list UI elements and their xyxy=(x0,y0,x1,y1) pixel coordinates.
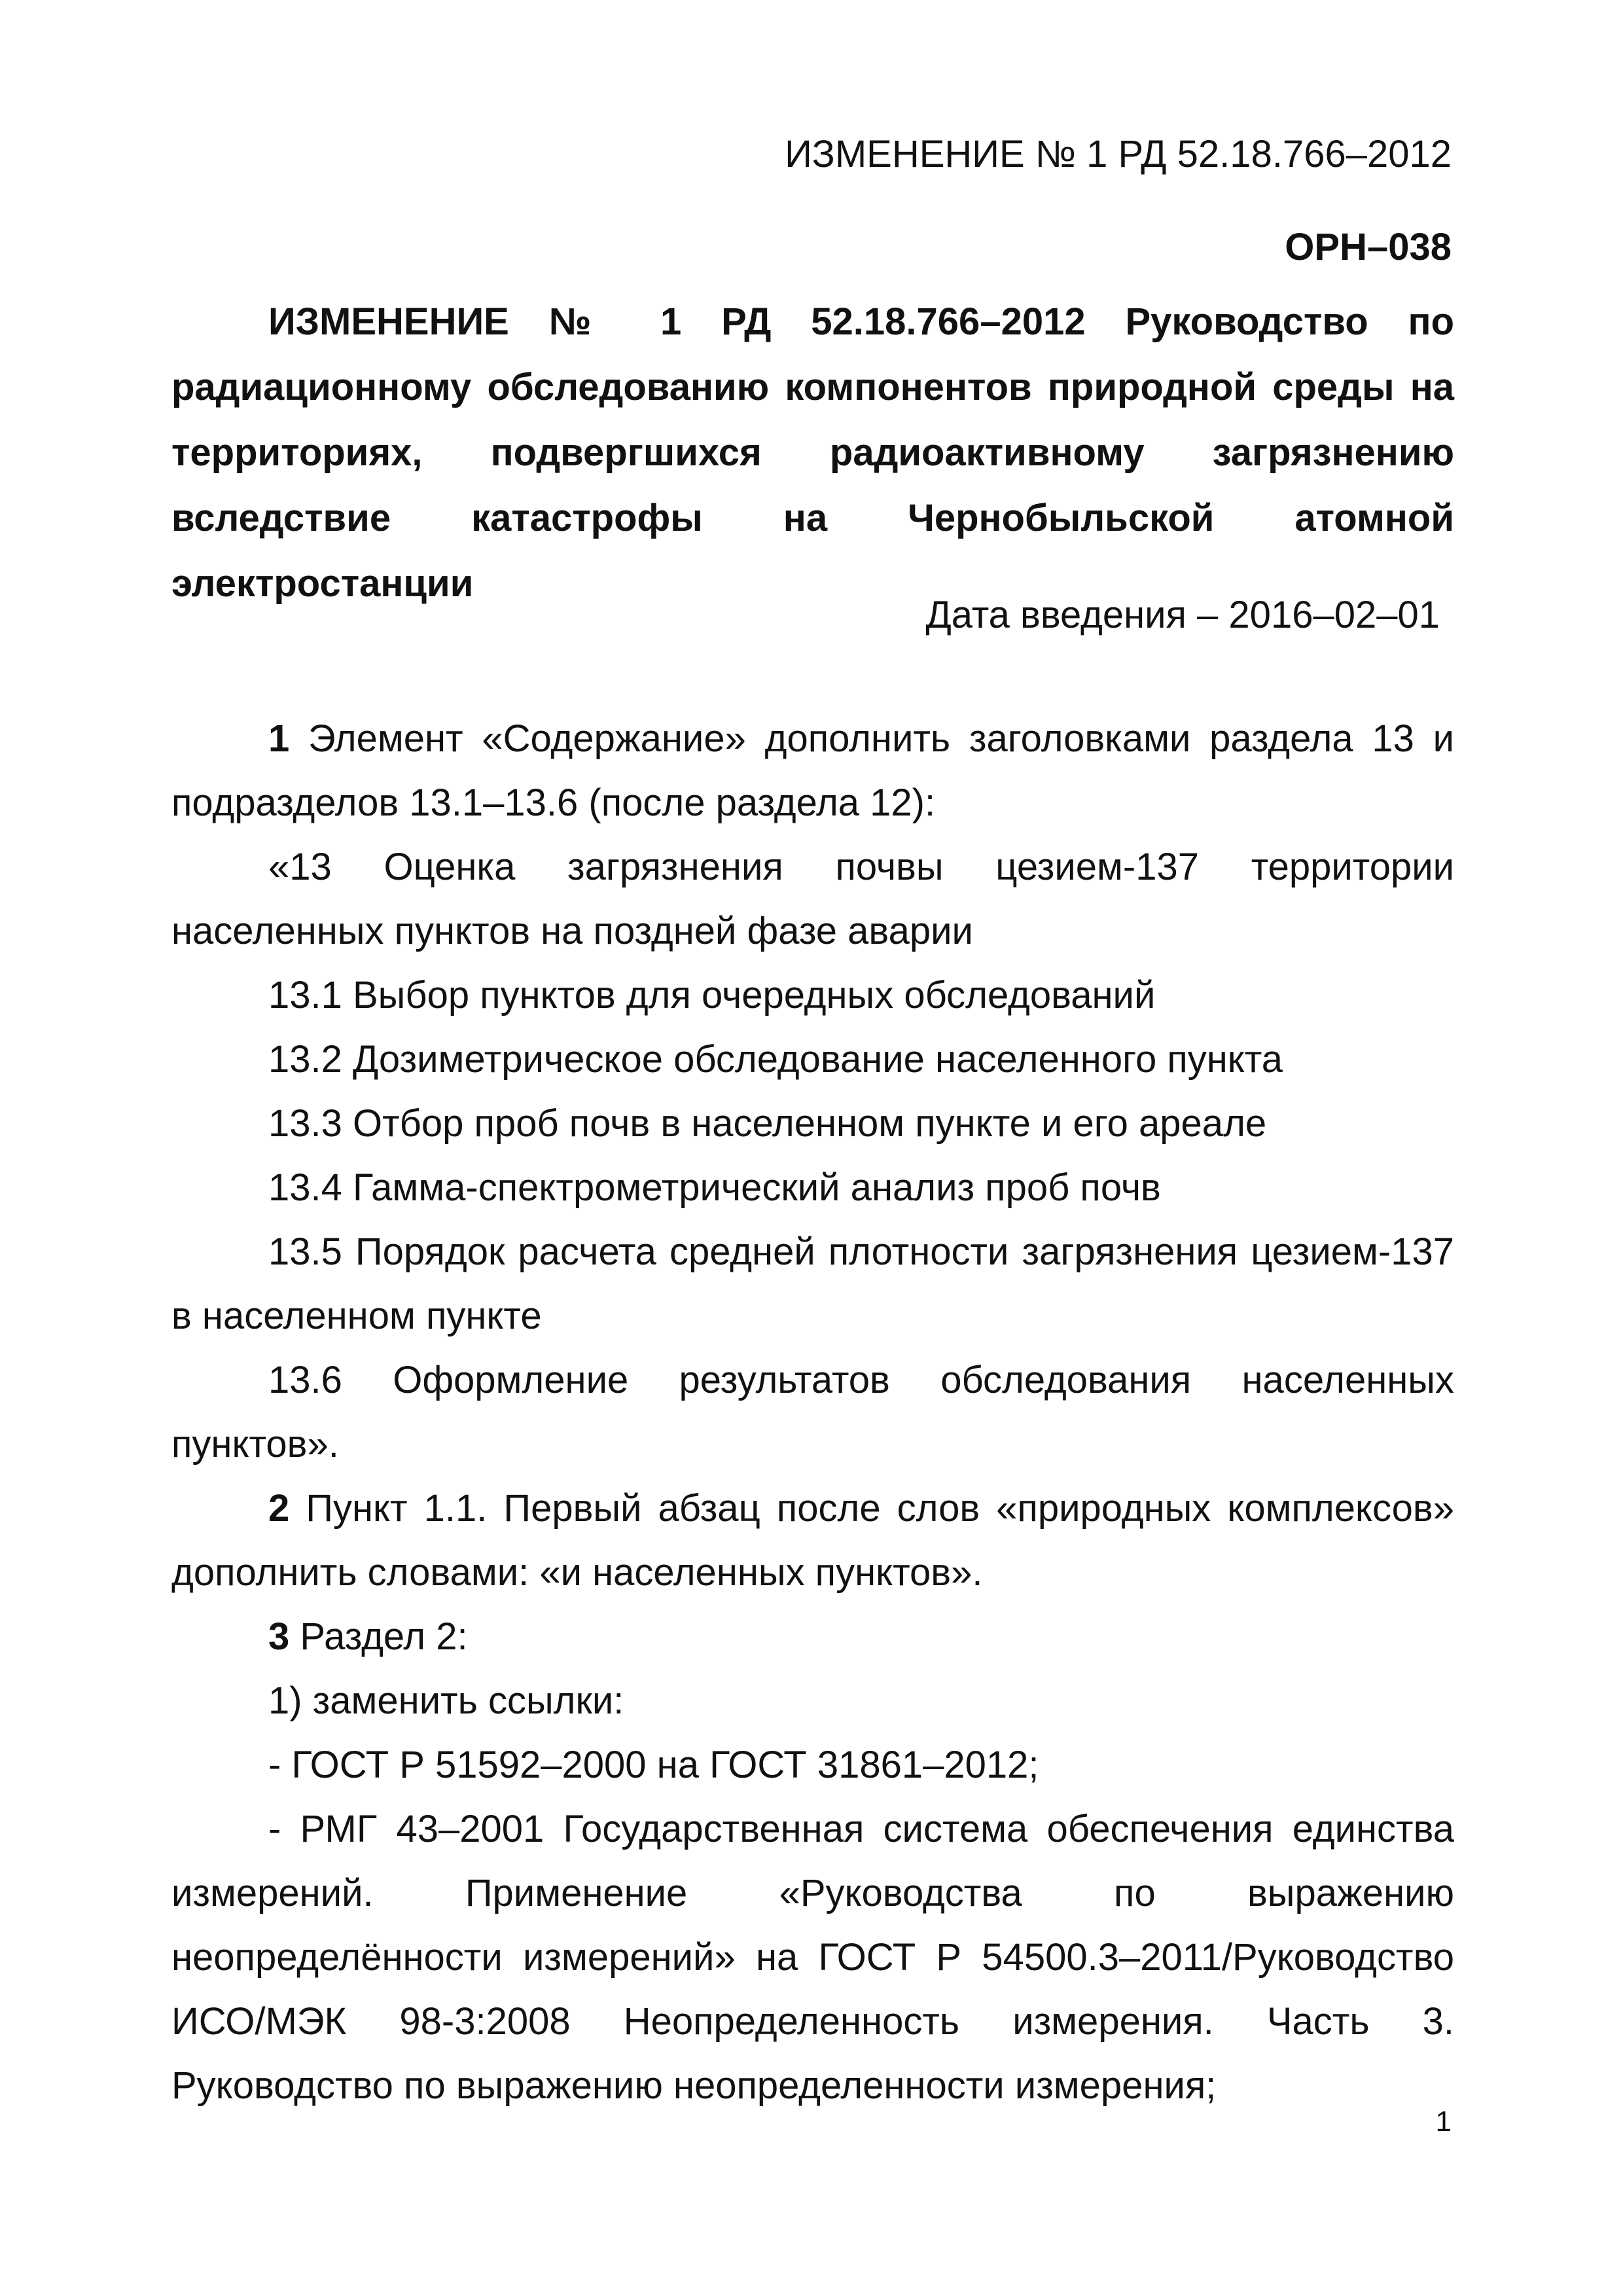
paragraph xyxy=(171,1733,1454,1797)
paragraph-text: 13.5 Порядок расчета средней плотности загрязнения цезием-137 в населенном пункте xyxy=(171,1230,1454,1337)
paragraph-text: - РМГ 43–2001 Государственная система обеспечения единства измерений. Применение «Руководства по выражению неопределённости измерений» на ГОСТ Р 54500.3–2011/Руководство ИСО/МЭК 98-3:2008 Неопределенность измерения. Часть 3. Руководство по выражению неопределенности измерения; xyxy=(171,1808,1454,2107)
document-code: ОРН–038 xyxy=(1285,226,1452,268)
paragraph xyxy=(171,1028,1454,1092)
paragraph-number: 2 xyxy=(268,1487,290,1530)
paragraph-text: 13.3 Отбор проб почв в населенном пункте и его ареале xyxy=(268,1102,1267,1145)
page-number: 1 xyxy=(1435,2106,1452,2138)
paragraph-text: 13.6 Оформление результатов обследования населенных пунктов». xyxy=(171,1359,1454,1465)
paragraph xyxy=(171,1477,1454,1605)
document-body xyxy=(171,707,1454,2118)
paragraph-text: «13 Оценка загрязнения почвы цезием-137 территории населенных пунктов на поздней фазе аварии xyxy=(171,846,1454,952)
paragraph xyxy=(171,963,1454,1028)
paragraph-text: Элемент «Содержание» дополнить заголовками раздела 13 и подразделов 13.1–13.6 (после раздела 12): xyxy=(171,717,1454,824)
paragraph xyxy=(171,1348,1454,1477)
paragraph xyxy=(171,1156,1454,1220)
paragraph xyxy=(171,1092,1454,1156)
paragraph xyxy=(171,1797,1454,2118)
paragraph xyxy=(171,1220,1454,1348)
document-title: ИЗМЕНЕНИЕ № 1 РД 52.18.766–2012 Руководство по радиационному обследованию компонентов природной среды на территориях, подвергшихся радиоактивному загрязнению вследствие катастрофы на Чернобыльской атомной электростанции xyxy=(171,300,1454,605)
paragraph-number: 1 xyxy=(268,717,290,760)
document-reference: ИЗМЕНЕНИЕ № 1 РД 52.18.766–2012 xyxy=(785,133,1452,175)
paragraph xyxy=(171,1605,1454,1669)
paragraph xyxy=(171,707,1454,835)
paragraph xyxy=(171,1669,1454,1733)
paragraph-text: 13.1 Выбор пунктов для очередных обследований xyxy=(268,974,1156,1016)
paragraph-text: 13.2 Дозиметрическое обследование населенного пункта xyxy=(268,1038,1283,1081)
paragraph-text: - ГОСТ Р 51592–2000 на ГОСТ 31861–2012; xyxy=(268,1744,1039,1786)
paragraph-text: 13.4 Гамма-спектрометрический анализ проб почв xyxy=(268,1166,1161,1209)
paragraph-text: 1) заменить ссылки: xyxy=(268,1679,624,1722)
paragraph-text: Раздел 2: xyxy=(289,1615,468,1658)
paragraph xyxy=(171,835,1454,963)
paragraph-text: Пункт 1.1. Первый абзац после слов «природных комплексов» дополнить словами: «и населенных пунктов». xyxy=(171,1487,1454,1594)
paragraph-number: 3 xyxy=(268,1615,290,1658)
effective-date: Дата введения – 2016–02–01 xyxy=(925,594,1440,636)
